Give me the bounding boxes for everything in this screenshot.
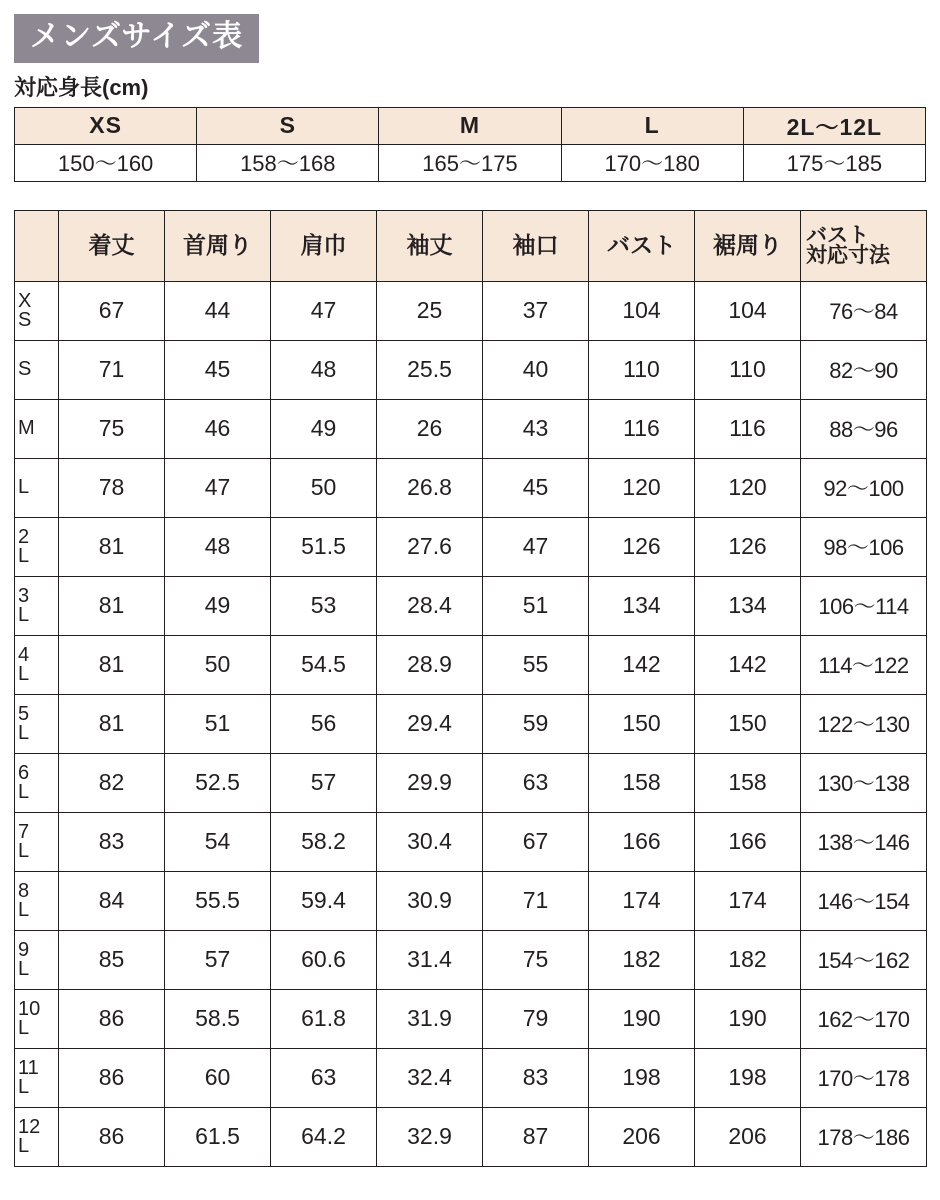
cell-sleeve-length: 30.4	[377, 812, 483, 871]
row-size-label-line1: 9	[18, 938, 30, 961]
row-size-label-line1: 4	[18, 643, 30, 666]
cell-bust-fit: 88〜96	[801, 399, 927, 458]
table-row	[15, 635, 927, 694]
cell-neck: 50	[165, 635, 271, 694]
cell-cuff: 67	[483, 812, 589, 871]
cell-neck: 55.5	[165, 871, 271, 930]
row-size-label	[15, 1107, 59, 1166]
cell-bust: 150	[589, 694, 695, 753]
row-size-label-line2: L	[18, 898, 30, 921]
cell-hem: 126	[695, 517, 801, 576]
row-size-label-line1: 6	[18, 761, 30, 784]
cell-hem: 206	[695, 1107, 801, 1166]
table-row	[15, 753, 927, 812]
height-size-header-s: S	[197, 107, 379, 144]
cell-hem: 110	[695, 340, 801, 399]
cell-sleeve-length: 30.9	[377, 871, 483, 930]
cell-body-length: 75	[59, 399, 165, 458]
cell-hem: 158	[695, 753, 801, 812]
cell-bust-fit: 170〜178	[801, 1048, 927, 1107]
height-range-s: 158〜168	[197, 144, 379, 181]
cell-bust-fit: 154〜162	[801, 930, 927, 989]
height-size-header-l: L	[561, 107, 743, 144]
cell-sleeve-length: 31.9	[377, 989, 483, 1048]
cell-body-length: 83	[59, 812, 165, 871]
cell-bust-fit: 178〜186	[801, 1107, 927, 1166]
cell-shoulder: 51.5	[271, 517, 377, 576]
page-title: メンズサイズ表	[14, 14, 259, 63]
measurement-header-cuff: 袖口	[483, 210, 589, 281]
cell-neck: 54	[165, 812, 271, 871]
row-size-label-line1: 8	[18, 879, 30, 902]
measurement-header-bust: バスト	[589, 210, 695, 281]
measurement-header-body-length: 着丈	[59, 210, 165, 281]
cell-neck: 44	[165, 281, 271, 340]
row-size-label	[15, 694, 59, 753]
height-range-xs: 150〜160	[15, 144, 197, 181]
measurement-header-shoulder: 肩巾	[271, 210, 377, 281]
cell-shoulder: 56	[271, 694, 377, 753]
table-row	[15, 930, 927, 989]
table-row	[15, 399, 927, 458]
cell-sleeve-length: 28.4	[377, 576, 483, 635]
row-size-label-line2: L	[18, 1134, 30, 1157]
cell-cuff: 51	[483, 576, 589, 635]
cell-body-length: 86	[59, 1048, 165, 1107]
cell-hem: 182	[695, 930, 801, 989]
cell-hem: 116	[695, 399, 801, 458]
cell-cuff: 79	[483, 989, 589, 1048]
row-size-label	[15, 281, 59, 340]
row-size-label-line2: S	[18, 308, 32, 331]
cell-body-length: 86	[59, 989, 165, 1048]
table-row	[15, 694, 927, 753]
height-section-caption: 対応身長(cm)	[14, 74, 149, 100]
row-size-label-line2: L	[18, 957, 30, 980]
row-size-label-line2: L	[18, 780, 30, 803]
cell-neck: 47	[165, 458, 271, 517]
cell-body-length: 67	[59, 281, 165, 340]
row-size-label	[15, 458, 59, 517]
cell-body-length: 81	[59, 576, 165, 635]
cell-bust-fit: 82〜90	[801, 340, 927, 399]
cell-body-length: 81	[59, 694, 165, 753]
cell-cuff: 87	[483, 1107, 589, 1166]
cell-bust-fit: 114〜122	[801, 635, 927, 694]
cell-sleeve-length: 28.9	[377, 635, 483, 694]
cell-sleeve-length: 32.9	[377, 1107, 483, 1166]
cell-hem: 198	[695, 1048, 801, 1107]
table-row	[15, 517, 927, 576]
cell-cuff: 63	[483, 753, 589, 812]
bust-fit-line1: バスト	[806, 223, 869, 247]
row-size-label	[15, 399, 59, 458]
cell-neck: 57	[165, 930, 271, 989]
cell-bust-fit: 98〜106	[801, 517, 927, 576]
measurement-table	[14, 210, 927, 1167]
cell-hem: 190	[695, 989, 801, 1048]
cell-shoulder: 54.5	[271, 635, 377, 694]
cell-cuff: 71	[483, 871, 589, 930]
cell-bust-fit: 138〜146	[801, 812, 927, 871]
row-size-label-line1: 11	[18, 1056, 39, 1079]
cell-neck: 51	[165, 694, 271, 753]
cell-bust: 104	[589, 281, 695, 340]
row-size-label	[15, 753, 59, 812]
cell-shoulder: 64.2	[271, 1107, 377, 1166]
cell-bust-fit: 106〜114	[801, 576, 927, 635]
row-size-label-line1: 5	[18, 702, 30, 725]
cell-body-length: 84	[59, 871, 165, 930]
cell-shoulder: 53	[271, 576, 377, 635]
row-size-label-line2: L	[18, 603, 30, 626]
cell-neck: 58.5	[165, 989, 271, 1048]
cell-cuff: 37	[483, 281, 589, 340]
measurement-table-body	[15, 281, 927, 1166]
cell-bust-fit: 146〜154	[801, 871, 927, 930]
cell-hem: 166	[695, 812, 801, 871]
cell-body-length: 85	[59, 930, 165, 989]
row-size-label-line1: X	[18, 289, 32, 312]
cell-hem: 134	[695, 576, 801, 635]
cell-bust: 182	[589, 930, 695, 989]
cell-sleeve-length: 32.4	[377, 1048, 483, 1107]
cell-sleeve-length: 29.9	[377, 753, 483, 812]
cell-neck: 61.5	[165, 1107, 271, 1166]
row-size-label-line2: L	[18, 839, 30, 862]
cell-body-length: 81	[59, 635, 165, 694]
cell-bust: 158	[589, 753, 695, 812]
cell-body-length: 81	[59, 517, 165, 576]
height-range-m: 165〜175	[379, 144, 561, 181]
cell-sleeve-length: 31.4	[377, 930, 483, 989]
cell-cuff: 55	[483, 635, 589, 694]
cell-bust: 110	[589, 340, 695, 399]
table-row	[15, 1048, 927, 1107]
height-table-header-row	[15, 107, 926, 144]
height-size-header-2l-12l: 2L〜12L	[743, 107, 925, 144]
row-size-label-line2: L	[18, 544, 30, 567]
cell-shoulder: 49	[271, 399, 377, 458]
cell-shoulder: 50	[271, 458, 377, 517]
cell-hem: 104	[695, 281, 801, 340]
cell-hem: 120	[695, 458, 801, 517]
row-size-label-line1: 7	[18, 820, 30, 843]
row-size-label	[15, 517, 59, 576]
cell-shoulder: 58.2	[271, 812, 377, 871]
cell-neck: 48	[165, 517, 271, 576]
row-size-label	[15, 871, 59, 930]
cell-neck: 49	[165, 576, 271, 635]
cell-bust: 126	[589, 517, 695, 576]
table-row	[15, 989, 927, 1048]
row-size-label	[15, 989, 59, 1048]
cell-cuff: 75	[483, 930, 589, 989]
row-size-label-line2: L	[18, 662, 30, 685]
cell-cuff: 40	[483, 340, 589, 399]
cell-shoulder: 57	[271, 753, 377, 812]
cell-shoulder: 63	[271, 1048, 377, 1107]
cell-bust: 116	[589, 399, 695, 458]
cell-body-length: 86	[59, 1107, 165, 1166]
height-size-header-m: M	[379, 107, 561, 144]
row-size-label-line1: L	[18, 476, 30, 499]
table-row	[15, 812, 927, 871]
row-size-label-line2: L	[18, 721, 30, 744]
table-row	[15, 281, 927, 340]
bust-fit-line2: 対応寸法	[806, 243, 890, 267]
cell-cuff: 59	[483, 694, 589, 753]
cell-body-length: 78	[59, 458, 165, 517]
cell-sleeve-length: 27.6	[377, 517, 483, 576]
row-size-label	[15, 340, 59, 399]
row-size-label	[15, 930, 59, 989]
height-range-l: 170〜180	[561, 144, 743, 181]
cell-bust-fit: 122〜130	[801, 694, 927, 753]
cell-shoulder: 59.4	[271, 871, 377, 930]
row-size-label-line1: 2	[18, 525, 30, 548]
cell-sleeve-length: 29.4	[377, 694, 483, 753]
cell-sleeve-length: 26.8	[377, 458, 483, 517]
cell-bust-fit: 130〜138	[801, 753, 927, 812]
cell-sleeve-length: 25.5	[377, 340, 483, 399]
table-row	[15, 458, 927, 517]
table-row	[15, 340, 927, 399]
cell-shoulder: 60.6	[271, 930, 377, 989]
table-row	[15, 1107, 927, 1166]
cell-bust: 120	[589, 458, 695, 517]
row-size-label-line2: L	[18, 1075, 30, 1098]
cell-neck: 45	[165, 340, 271, 399]
cell-hem: 174	[695, 871, 801, 930]
cell-hem: 142	[695, 635, 801, 694]
row-size-label-line1: 12	[18, 1115, 41, 1138]
height-range-2l-12l: 175〜185	[743, 144, 925, 181]
measurement-header-corner	[15, 210, 59, 281]
row-size-label	[15, 1048, 59, 1107]
row-size-label	[15, 812, 59, 871]
cell-bust: 142	[589, 635, 695, 694]
cell-cuff: 83	[483, 1048, 589, 1107]
measurement-table-header-row	[15, 210, 927, 281]
cell-shoulder: 47	[271, 281, 377, 340]
measurement-header-bust-fit	[801, 210, 927, 281]
cell-cuff: 43	[483, 399, 589, 458]
cell-body-length: 71	[59, 340, 165, 399]
row-size-label-line1: 3	[18, 584, 30, 607]
row-size-label-line2: L	[18, 1016, 30, 1039]
cell-shoulder: 61.8	[271, 989, 377, 1048]
cell-neck: 52.5	[165, 753, 271, 812]
table-row	[15, 576, 927, 635]
cell-cuff: 47	[483, 517, 589, 576]
cell-bust-fit: 92〜100	[801, 458, 927, 517]
height-size-header-xs: XS	[15, 107, 197, 144]
cell-bust: 206	[589, 1107, 695, 1166]
cell-body-length: 82	[59, 753, 165, 812]
cell-bust-fit: 162〜170	[801, 989, 927, 1048]
cell-neck: 46	[165, 399, 271, 458]
row-size-label-line1: 10	[18, 997, 41, 1020]
cell-bust: 174	[589, 871, 695, 930]
cell-sleeve-length: 25	[377, 281, 483, 340]
cell-hem: 150	[695, 694, 801, 753]
measurement-header-sleeve-length: 袖丈	[377, 210, 483, 281]
cell-shoulder: 48	[271, 340, 377, 399]
measurement-header-hem: 裾周り	[695, 210, 801, 281]
row-size-label-line1: M	[18, 417, 35, 440]
cell-neck: 60	[165, 1048, 271, 1107]
cell-bust: 198	[589, 1048, 695, 1107]
cell-cuff: 45	[483, 458, 589, 517]
cell-bust: 166	[589, 812, 695, 871]
cell-bust-fit: 76〜84	[801, 281, 927, 340]
row-size-label	[15, 576, 59, 635]
cell-sleeve-length: 26	[377, 399, 483, 458]
row-size-label	[15, 635, 59, 694]
measurement-header-neck: 首周り	[165, 210, 271, 281]
row-size-label-line1: S	[18, 358, 32, 381]
height-table	[14, 107, 926, 182]
cell-bust: 134	[589, 576, 695, 635]
cell-bust: 190	[589, 989, 695, 1048]
table-row	[15, 871, 927, 930]
height-table-value-row	[15, 144, 926, 181]
